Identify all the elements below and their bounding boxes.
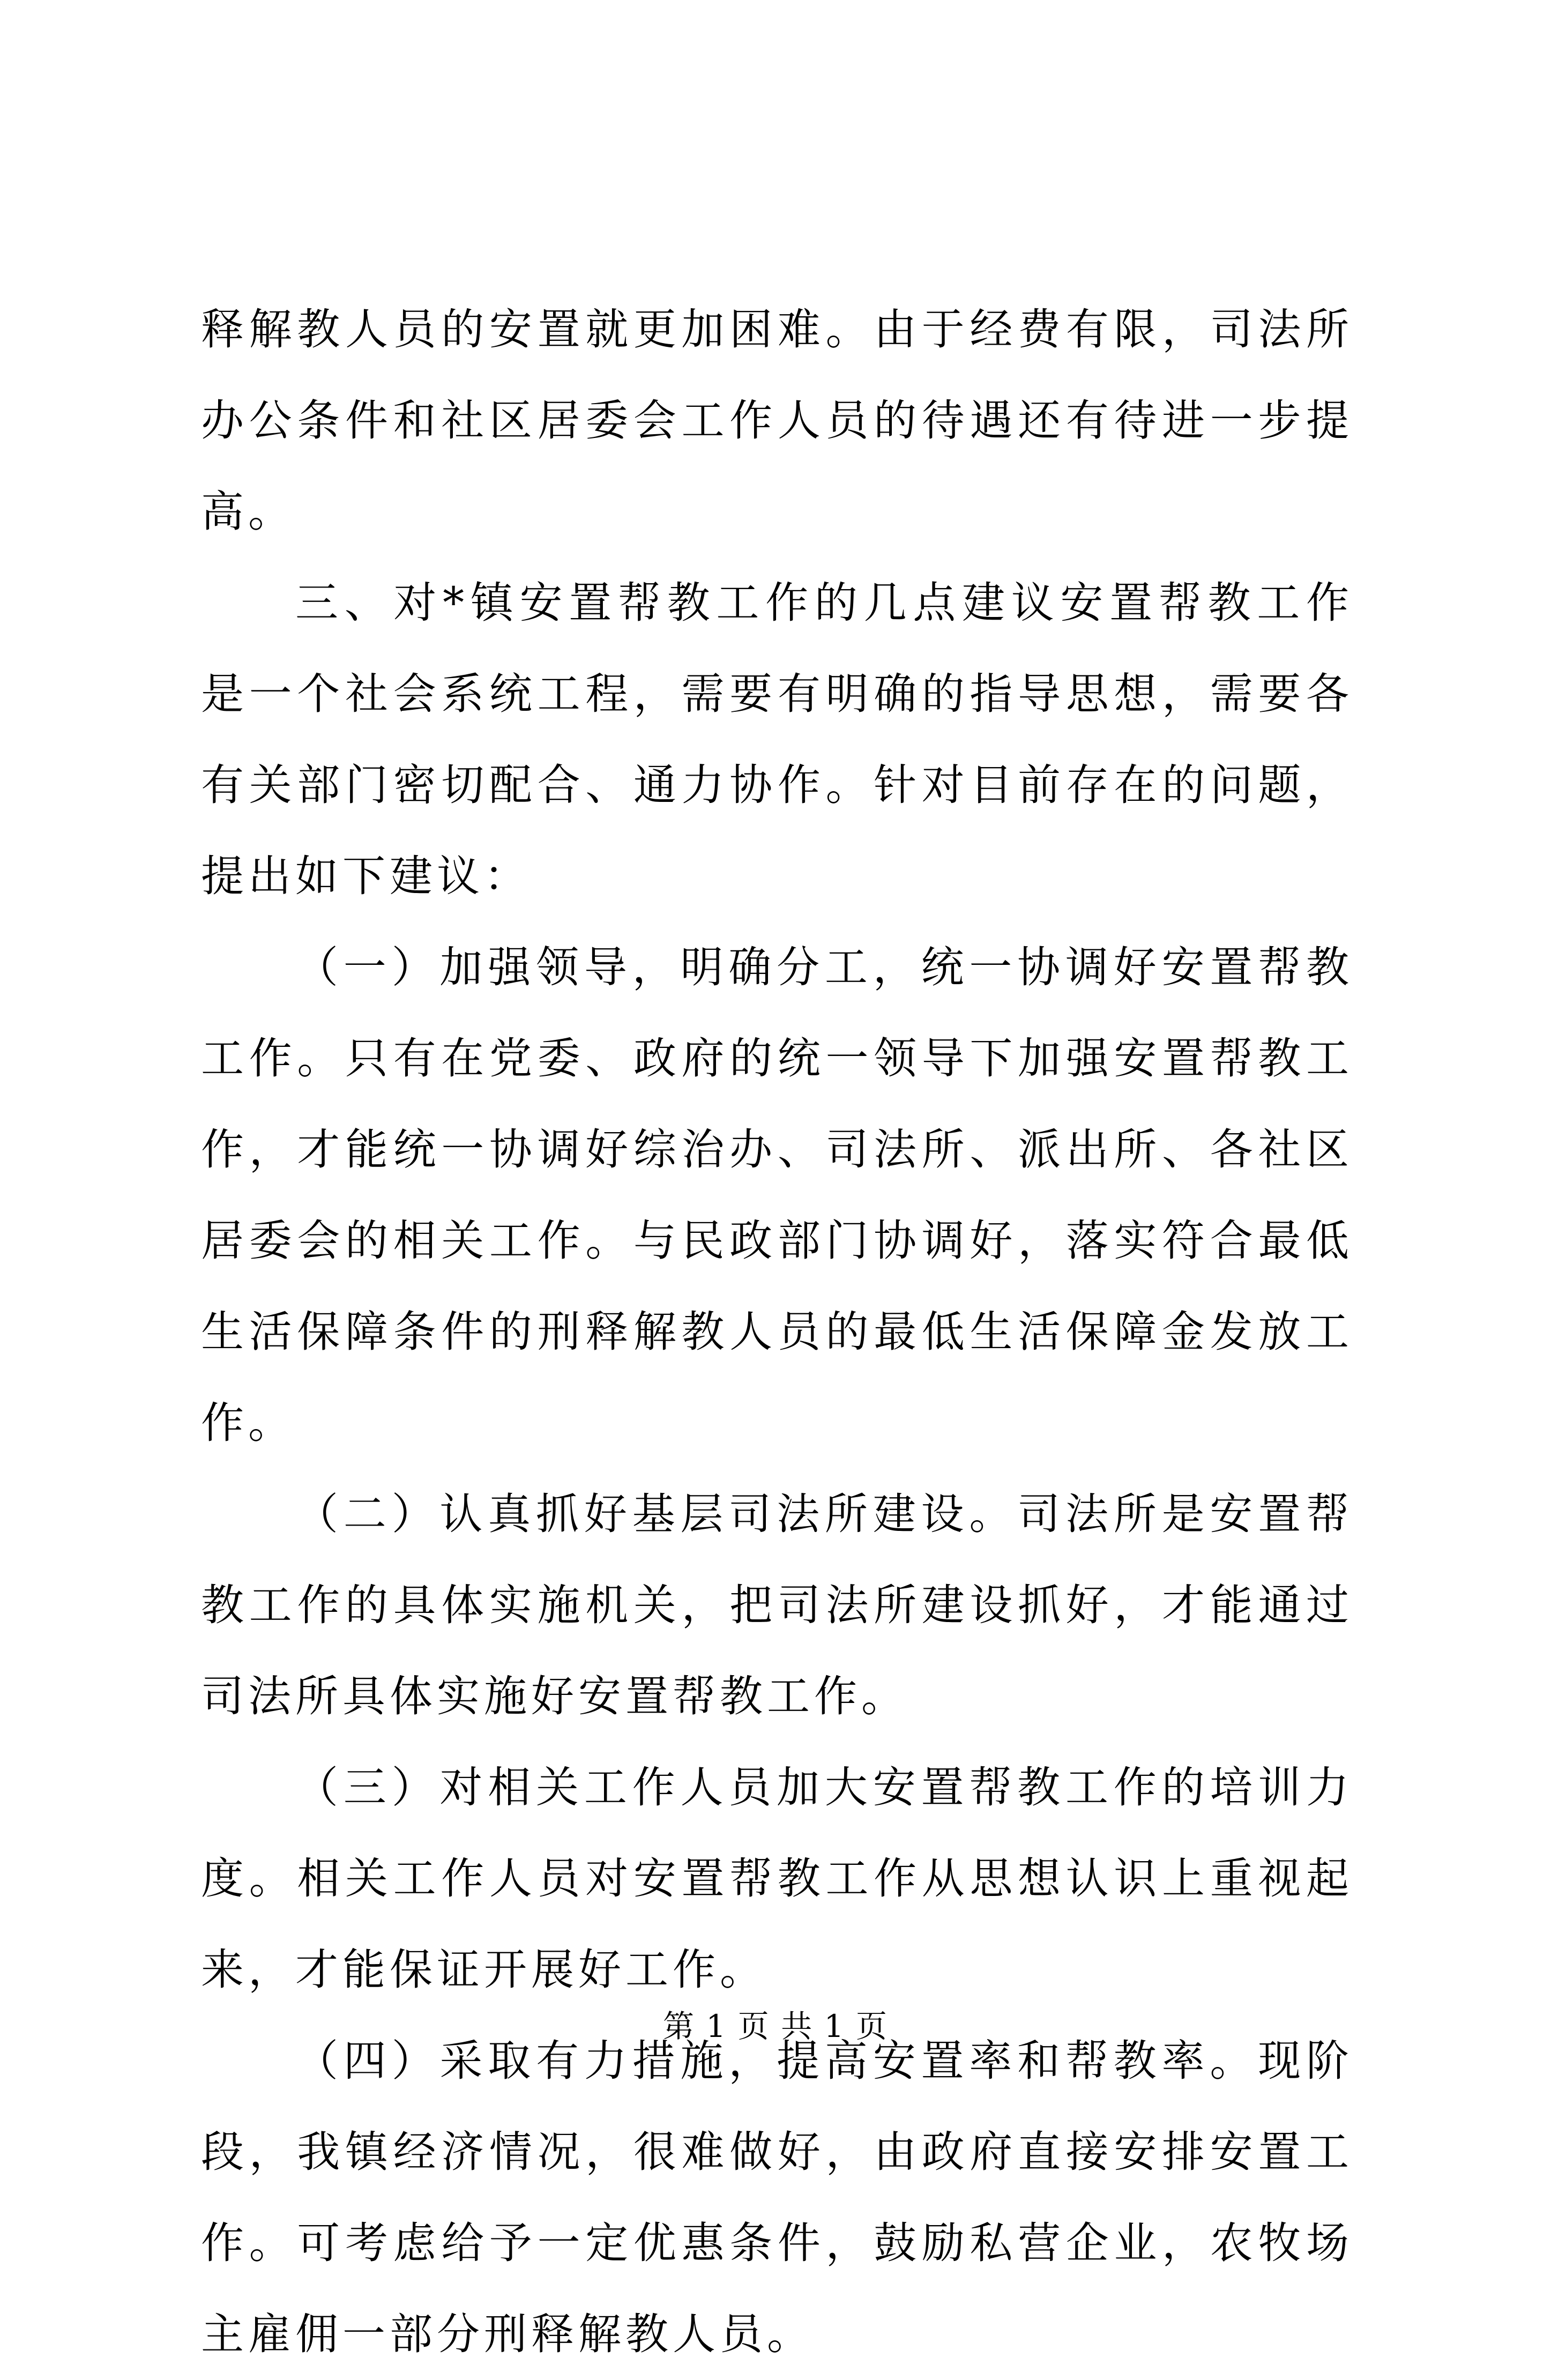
paragraph-suggestion-two: （二）认真抓好基层司法所建设。司法所是安置帮教工作的具体实施机关，把司法所建设抓好，才能通过司法所具体实施好安置帮教工作。 (201, 1489, 1353, 1721)
page-footer: 第 1 页 共 1 页 (663, 2008, 888, 2044)
paragraph-suggestion-one: （一）加强领导，明确分工，统一协调好安置帮教工作。只有在党委、政府的统一领导下加强安置帮教工作，才能统一协调好综治办、司法所、派出所、各社区居委会的相关工作。与民政部门协调好，落实符合最低生活保障条件的刑释解教人员的最低生活保障金发放工作。 (201, 942, 1353, 1448)
paragraph-section-three: 三、对*镇安置帮教工作的几点建议安置帮教工作是一个社会系统工程，需要有明确的指导思想，需要各有关部门密切配合、通力协作。针对目前存在的问题，提出如下建议： (201, 578, 1353, 901)
document-body (201, 284, 1353, 2380)
paragraph-suggestion-four: （四）采取有力措施，提高安置率和帮教率。现阶段，我镇经济情况，很难做好，由政府直接安排安置工作。可考虑给予一定优惠条件，鼓励私营企业，农牧场主雇佣一部分刑释解教人员。 (201, 2036, 1353, 2359)
paragraph-continuation: 释解教人员的安置就更加困难。由于经费有限，司法所办公条件和社区居委会工作人员的待遇还有待进一步提高。 (201, 304, 1353, 537)
paragraph-suggestion-three: （三）对相关工作人员加大安置帮教工作的培训力度。相关工作人员对安置帮教工作从思想认识上重视起来，才能保证开展好工作。 (201, 1762, 1353, 1995)
